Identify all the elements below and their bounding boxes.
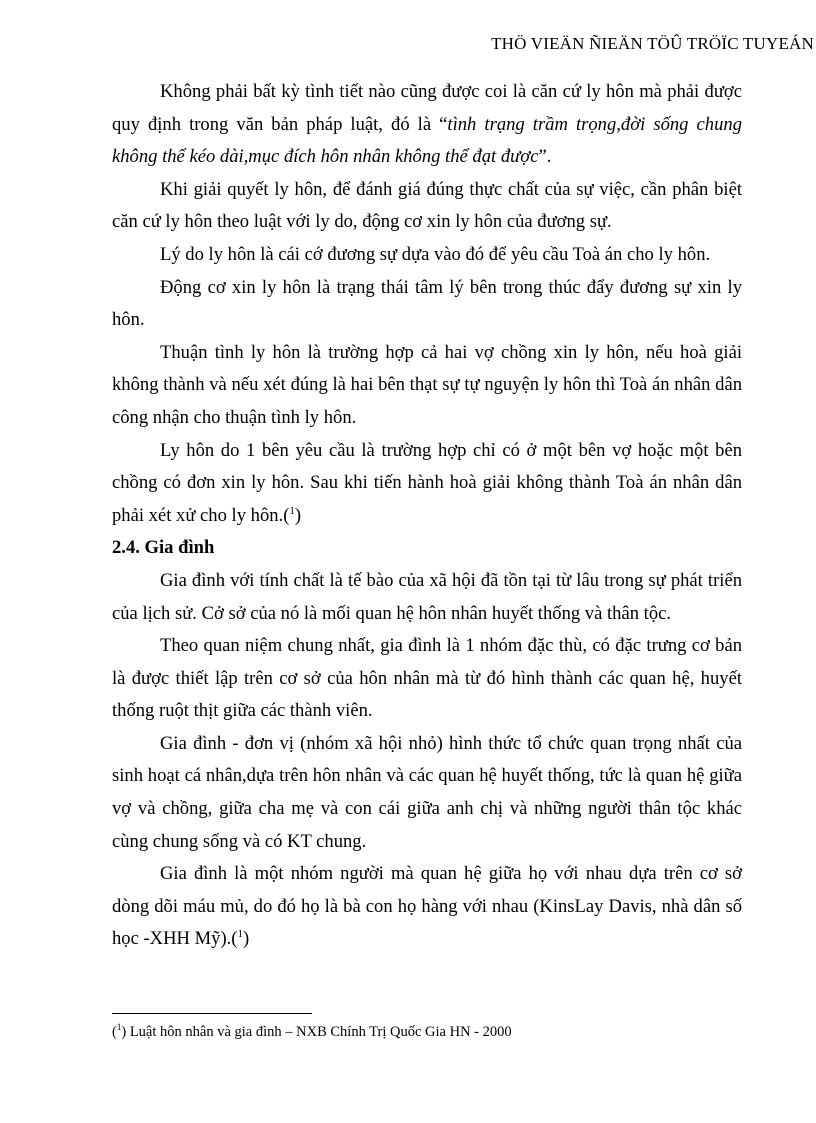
paragraph-text: ) — [294, 504, 302, 526]
paragraph-unilateral — [112, 435, 742, 533]
paragraph-distinguish: Khi giải quyết ly hôn, để đánh giá đúng thực chất của sự việc, cần phân biệt căn cứ ly hôn theo luật với ly do, động cơ xin ly hôn của đương sự. — [112, 178, 742, 233]
paragraph-motive: Động cơ xin ly hôn là trạng thái tâm lý bên trong thúc đẩy đương sự xin ly hôn. — [112, 276, 742, 331]
paragraph-text: Gia đình là một nhóm người mà quan hệ giữa họ với nhau dựa trên cơ sở dòng dõi máu mủ, do đó họ là bà con họ hàng với nhau (KinsLay Davis, nhà dân số học -XHH Mỹ).( — [112, 863, 742, 950]
paragraph-reason: Lý do ly hôn là cái cớ đương sự dựa vào đó để yêu cầu Toà án cho ly hôn. — [160, 243, 711, 265]
footnote-text: ( — [112, 1024, 117, 1040]
section-heading: 2.4. Gia đình — [112, 537, 215, 559]
paragraph-family-cell: Gia đình với tính chất là tế bào của xã hội đã tồn tại từ lâu trong sự phát triển của lịch sử. Cở sở của nó là mối quan hệ hôn nhân huyết thống và thân tộc. — [112, 569, 742, 624]
paragraph-text: Ly hôn do 1 bên yêu cầu là trường hợp chỉ có ở một bên vợ hoặc một bên chồng có đơn xin ly hôn. Sau khi tiến hành hoà giải không thành Toà án nhân dân phải xét xử cho ly hôn.( — [112, 439, 742, 526]
footnote-text: ) — [121, 1024, 127, 1040]
footnote-separator — [112, 1013, 312, 1014]
paragraph-divorce-grounds — [112, 76, 742, 174]
page-header: THÖ VIEÄN ÑIEÄN TÖÛ TRÖÏC TUYEÁN — [491, 34, 814, 53]
paragraph-text: ”. — [538, 146, 552, 168]
footnote-text: Luật hôn nhân và gia đình – NXB Chính Trị Quốc Gia HN - 2000 — [126, 1024, 512, 1040]
paragraph-mutual-consent: Thuận tình ly hôn là trường hợp cả hai vợ chồng xin ly hôn, nếu hoà giải không thành và nếu xét đúng là hai bên thạt sự tự nguyện ly hôn thì Toà án nhân dân công nhận cho thuận tình ly hôn. — [112, 341, 742, 428]
paragraph-family-concept: Theo quan niệm chung nhất, gia đình là 1 nhóm đặc thù, có đặc trưng cơ bản là được thiết lập trên cơ sở của hôn nhân mà từ đó hình thành các quan hệ, huyết thống ruột thịt giữa các thành viên. — [112, 635, 742, 722]
paragraph-text: Không phải bất kỳ tình tiết nào cũng được coi là căn cứ ly hôn mà phải được quy định trong văn bản pháp luật, đó là “ — [112, 81, 742, 135]
footnote-reference: 1 — [289, 504, 295, 517]
paragraph-family-kinship — [112, 858, 742, 956]
footnote — [112, 1024, 512, 1041]
footnote-marker: 1 — [116, 1022, 122, 1033]
footnote-reference: 1 — [237, 928, 243, 941]
paragraph-text: ) — [242, 928, 250, 950]
quoted-legal-phrase: tình trạng trầm trọng,đời sống chung không thể kéo dài,mục đích hôn nhân không thể đạt được — [112, 113, 742, 168]
document-body — [112, 76, 742, 956]
paragraph-family-unit: Gia đình - đơn vị (nhóm xã hội nhỏ) hình thức tổ chức quan trọng nhất của sinh hoạt cá nhân,dựa trên hôn nhân và các quan hệ huyết thống, tức là quan hệ giữa vợ và chồng, giữa cha mẹ và con cái giữa anh chị và những người thân tộc khác cùng chung sống và có KT chung. — [112, 732, 742, 852]
